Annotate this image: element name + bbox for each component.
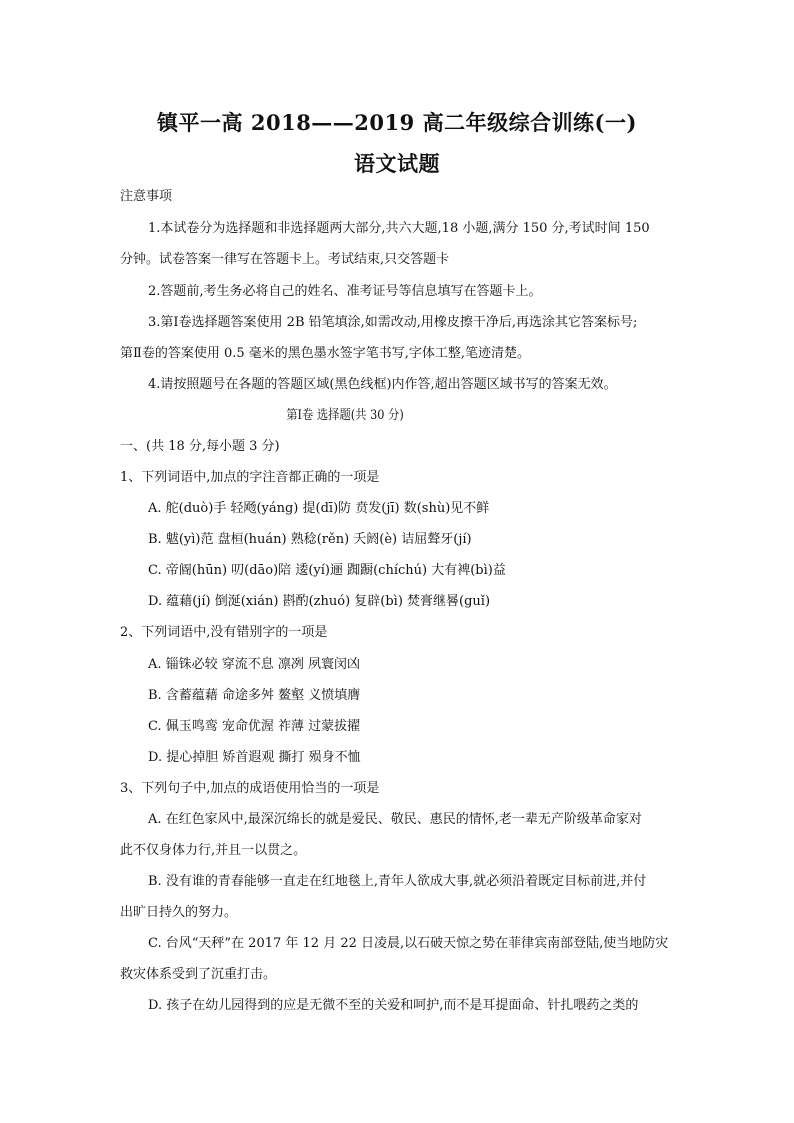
exam-title: 镇平一高 2018——2019 高二年级综合训练(一)	[157, 110, 637, 135]
question-3-option-c-line-1: C. 台风“天秤”在 2017 年 12 月 22 日凌晨,以石破天惊之势在菲律宾南部登陆,使当地防灾	[148, 936, 669, 951]
question-3-option-b-line-1: B. 没有谁的青春能够一直走在红地毯上,青年人欲成大事,就必须沿着既定目标前进,并付	[148, 874, 647, 889]
question-1-option-b: B. 魃(yì)范 盘桓(huán) 熟稔(rěn) 夭阏(è) 诘屈聱牙(jí)	[148, 532, 472, 547]
question-2-option-c: C. 佩玉鸣鸾 宠命优渥 祚薄 过蒙拔擢	[148, 719, 361, 734]
notice-item-1-line-2: 分钟。试卷答案一律写在答题卡上。考试结束,只交答题卡	[120, 252, 450, 267]
part-one-heading: 一、(共 18 分,每小题 3 分)	[120, 439, 280, 454]
question-3-option-d-line-1: D. 孩子在幼儿园得到的应是无微不至的关爱和呵护,而不是耳提面命、针扎喂药之类的	[148, 998, 639, 1013]
question-2-option-b: B. 含蓄蕴藉 命途多舛 鳌壑 义愤填膺	[148, 688, 361, 703]
question-2-option-d: D. 提心掉胆 矫首遐观 撕打 殒身不恤	[148, 750, 361, 765]
question-2-option-a: A. 锱铢必较 穿流不息 凛冽 夙寰闵凶	[148, 657, 361, 672]
question-3-option-c-line-2: 救灾体系受到了沉重打击。	[120, 967, 277, 982]
notice-item-2: 2.答题前,考生务必将自己的姓名、准考证号等信息填写在答题卡上。	[148, 284, 542, 299]
question-1-option-c: C. 帝阍(hūn) 叨(dāo)陪 逶(yí)逦 踟蹰(chíchú) 大有裨(bì)益	[148, 563, 506, 578]
question-2-stem: 2、下列词语中,没有错别字的一项是	[120, 625, 328, 640]
question-1-option-a: A. 舵(duò)手 轻飏(yáng) 提(dī)防 贲发(jī) 数(shù)见不鲜	[148, 501, 490, 516]
question-3-option-a-line-1: A. 在红色家风中,最深沉绵长的就是爱民、敬民、惠民的情怀,老一辈无产阶级革命家对	[148, 812, 642, 827]
notice-item-3-line-1: 3.第Ⅰ卷选择题答案使用 2B 铅笔填涂,如需改动,用橡皮擦干净后,再选涂其它答案标号;	[148, 315, 638, 330]
section-title: 第Ⅰ卷 选择题(共 30 分)	[286, 408, 404, 423]
question-3-option-b-line-2: 出旷日持久的努力。	[120, 905, 238, 920]
notice-item-3-line-2: 第Ⅱ卷的答案使用 0.5 毫米的黑色墨水签字笔书写,字体工整,笔迹清楚。	[120, 346, 531, 361]
notice-item-4: 4.请按照题号在各题的答题区域(黑色线框)内作答,超出答题区域书写的答案无效。	[148, 377, 617, 392]
question-3-option-a-line-2: 此不仅身体力行,并且一以贯之。	[120, 843, 307, 858]
notice-heading: 注意事项	[120, 189, 173, 204]
notice-item-1-line-1: 1.本试卷分为选择题和非选择题两大部分,共六大题,18 小题,满分 150 分,考试时间 150	[148, 221, 650, 236]
question-1-option-d: D. 蕴藉(jí) 倒涎(xián) 斟酌(zhuó) 复辟(bì) 焚膏继晷(guǐ)	[148, 594, 491, 609]
question-3-stem: 3、下列句子中,加点的成语使用恰当的一项是	[120, 781, 380, 796]
question-1-stem: 1、下列词语中,加点的字注音都正确的一项是	[120, 470, 380, 485]
exam-subtitle: 语文试题	[354, 151, 440, 176]
